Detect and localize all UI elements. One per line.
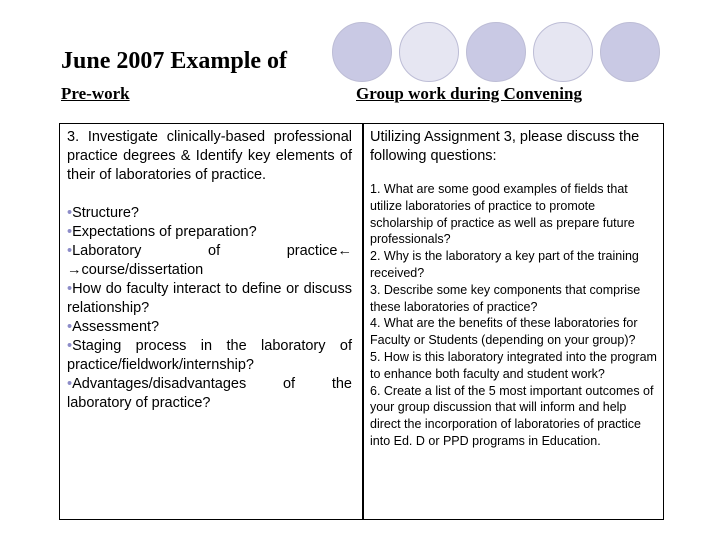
prework-bullet-list — [67, 204, 352, 413]
decor-circle-5 — [600, 22, 660, 82]
list-item: •Advantages/disadvantages of the laboratory of practice? — [67, 376, 352, 411]
bullet-icon: • — [67, 376, 73, 392]
bullet-icon: • — [67, 243, 73, 259]
decor-circle-3 — [466, 22, 526, 82]
prework-heading: Pre-work — [61, 84, 130, 103]
prework-intro: 3. Investigate clinically-based professional practice degrees & Identify key elements of their of laboratories of practice. — [67, 129, 352, 183]
question-list — [370, 181, 660, 450]
decor-circle-1 — [332, 22, 392, 82]
bullet-icon: • — [67, 281, 73, 297]
list-item: •How do faculty interact to define or discuss relationship? — [67, 281, 352, 316]
bullet-icon: • — [67, 224, 73, 240]
decor-circle-2 — [399, 22, 459, 82]
bullet-icon: • — [67, 338, 73, 354]
list-item: 6. Create a list of the 5 most important outcomes of your group discussion that will inform and help direct the incorporation of laboratories of practice into Ed. D or PPD programs in Education. — [370, 383, 654, 448]
prework-column — [67, 128, 352, 413]
groupwork-column — [370, 128, 660, 450]
groupwork-heading: Group work during Convening — [356, 84, 582, 103]
decor-circle-4 — [533, 22, 593, 82]
list-item: 5. How is this laboratory integrated into the program to enhance both faculty and student work? — [370, 349, 657, 381]
list-item: •Expectations of preparation? — [67, 224, 257, 240]
slide-title: June 2007 Example of — [61, 48, 288, 74]
column-divider — [362, 123, 364, 520]
list-item: 2. Why is the laboratory a key part of the training received? — [370, 249, 639, 280]
list-item: 4. What are the benefits of these laboratories for Faculty or Students (depending on your group)? — [370, 316, 638, 348]
list-item: 1. What are some good examples of fields that utilize laboratories of practice to promote scholarship of practice as well as prepare future professionals? — [370, 182, 635, 247]
list-item: •Laboratory of practice← →course/dissertation — [67, 243, 352, 278]
groupwork-lead: Utilizing Assignment 3, please discuss the following questions: — [370, 129, 640, 164]
bullet-icon: • — [67, 205, 73, 221]
list-item: •Staging process in the laboratory of practice/fieldwork/internship? — [67, 338, 352, 373]
list-item: •Structure? — [67, 205, 139, 221]
list-item: •Assessment? — [67, 319, 160, 335]
bullet-icon: • — [67, 319, 73, 335]
list-item: 3. Describe some key components that comprise these laboratories of practice? — [370, 282, 641, 314]
